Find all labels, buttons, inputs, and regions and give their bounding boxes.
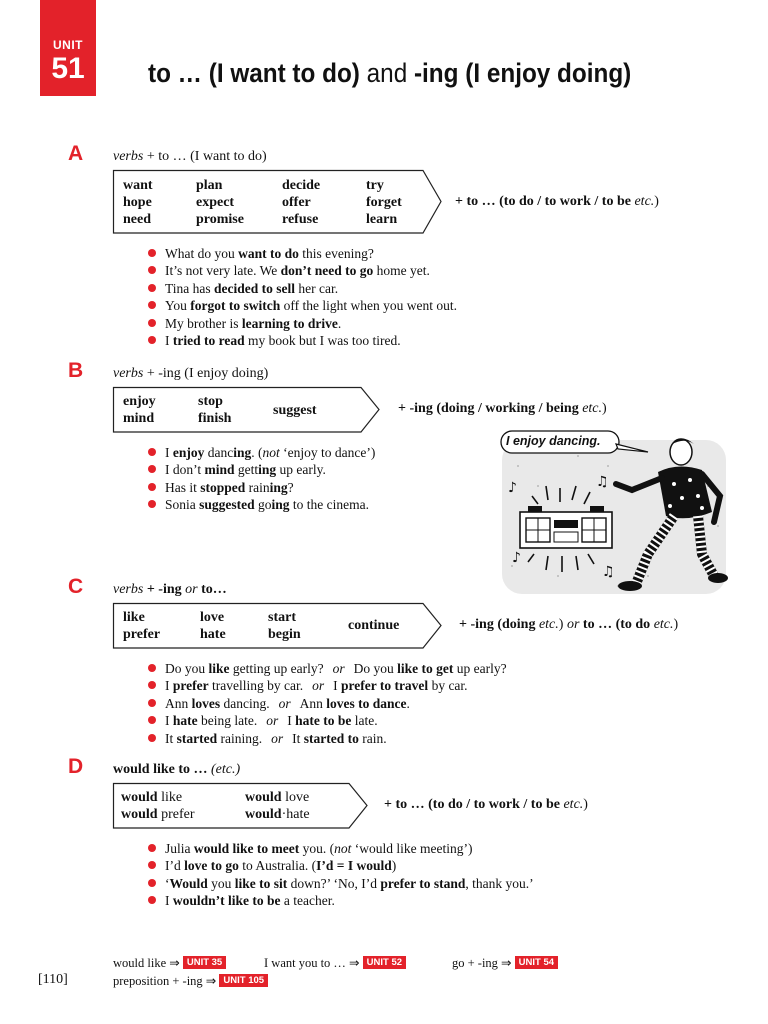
section-d-row2b: would·hate [245,807,310,822]
unit-35-badge[interactable]: UNIT 35 [183,956,226,969]
bullet-icon [148,448,156,456]
section-a-examples [148,245,457,349]
example-item: I hate being late. or I hate to be late. [148,712,507,729]
verb-hope: hope [123,195,152,210]
section-d-heading [113,762,240,778]
section-b-examples [148,444,375,514]
example-item: Ann loves dancing. or Ann loves to dance. [148,695,507,712]
footer-ref-unit-105[interactable]: preposition + -ing ⇒ UNIT 105 [113,973,268,989]
section-c-examples [148,660,507,747]
verb-like: like [123,610,145,625]
section-c-heading-italic: verbs [113,582,144,597]
section-b-rhs [398,401,607,417]
section-letter-c: C [68,575,84,598]
svg-text:♫: ♫ [596,474,609,490]
section-b-heading [113,366,268,382]
section-a-heading-rest: + to … (I want to do) [143,149,267,164]
unit-label: UNIT [53,38,83,52]
verb-decide: decide [282,178,321,193]
bullet-icon [148,465,156,473]
section-a-heading-italic: verbs [113,149,144,164]
example-item: I wouldn’t like to be a teacher. [148,892,534,909]
footer-ref-unit-52[interactable]: I want you to … ⇒ UNIT 52 [264,955,406,971]
example-item: Julia would like to meet you. (not ‘would like meeting’) [148,840,534,857]
verb-love: love [200,610,225,625]
section-c-col2 [200,609,226,643]
bullet-icon [148,500,156,508]
example-item: Sonia suggested going to the cinema. [148,496,375,513]
section-b-rhs-close: ) [602,401,607,416]
section-a-col1 [123,177,153,228]
bullet-icon [148,681,156,689]
section-b-heading-italic: verbs [113,366,144,381]
section-d-row1b: would love [245,790,310,805]
verb-expect: expect [196,195,235,210]
bullet-icon [148,249,156,257]
example-item: Do you like getting up early? or Do you like to get up early? [148,660,507,677]
verb-start: start [268,610,296,625]
bullet-icon [148,336,156,344]
bullet-icon [148,301,156,309]
section-a-rhs-etc: etc. [634,194,655,209]
section-a-rhs-rest: (to do / to work / to be [495,194,635,209]
section-d-examples [148,840,534,910]
unit-52-badge[interactable]: UNIT 52 [363,956,406,969]
bullet-icon [148,844,156,852]
section-d-row1: would like [121,790,183,805]
verb-begin: begin [268,627,301,642]
bullet-icon [148,896,156,904]
example-item: My brother is learning to drive. [148,315,457,332]
bullet-icon [148,319,156,327]
bullet-icon [148,284,156,292]
section-a-col2 [196,177,244,228]
section-b-rhs-bold: + -ing [398,401,433,416]
section-b-col2 [198,393,231,427]
example-item: What do you want to do this evening? [148,245,457,262]
title-part3: -ing (I enjoy doing) [413,58,632,88]
section-a-rhs-bold: + to … [455,194,496,209]
verb-suggest: suggest [273,403,317,418]
section-b-col3 [273,402,317,419]
section-d-row2: would prefer [121,807,195,822]
speech-bubble-text: I enjoy dancing. [506,434,601,448]
example-item: You forgot to switch off the light when you went out. [148,297,457,314]
svg-text:♪: ♪ [512,550,521,566]
verb-hate: hate [200,627,226,642]
verb-plan: plan [196,178,223,193]
verb-refuse: refuse [282,212,319,227]
example-item: I tried to read my book but I was too tired. [148,332,457,349]
section-c-heading-rest: + -ing [143,582,186,597]
section-a-heading [113,149,267,165]
section-a-col4 [366,177,402,228]
section-d-heading-italic: (etc.) [211,762,241,777]
bullet-icon [148,716,156,724]
section-d-rhs: + to … (to do / to work / to be etc.) [384,797,588,812]
section-c-heading-tail: to… [197,582,227,597]
section-letter-b: B [68,359,84,382]
verb-continue: continue [348,618,400,633]
section-c-heading-or: or [185,582,198,597]
section-c-col4 [348,617,399,634]
title-part2: and [359,58,414,88]
bullet-icon [148,483,156,491]
section-b-rhs-rest: (doing / working / being [432,401,583,416]
section-letter-a: A [68,142,84,165]
example-item: ‘Would you like to sit down?’ ‘No, I’d prefer to stand, thank you.’ [148,875,534,892]
example-item: Has it stopped raining? [148,479,375,496]
verb-prefer: prefer [123,627,161,642]
title-part1: to … (I want to do) [148,58,360,88]
svg-text:♪: ♪ [508,480,517,496]
verb-want: want [123,178,153,193]
unit-54-badge[interactable]: UNIT 54 [515,956,558,969]
section-b-rhs-etc: etc. [582,401,603,416]
verb-need: need [123,212,151,227]
section-a-rhs [455,194,659,210]
bullet-icon [148,879,156,887]
unit-number: 51 [51,52,85,85]
example-item: It’s not very late. We don’t need to go home yet. [148,262,457,279]
svg-text:♫: ♫ [602,564,615,580]
unit-105-badge[interactable]: UNIT 105 [219,974,268,987]
section-c-col3 [268,609,301,643]
example-item: Tina has decided to sell her car. [148,280,457,297]
section-b-col1 [123,393,156,427]
bullet-icon [148,734,156,742]
section-b-heading-rest: + -ing (I enjoy doing) [143,366,269,381]
footer-ref-unit-35[interactable]: would like ⇒ UNIT 35 [113,955,226,971]
bullet-icon [148,664,156,672]
bullet-icon [148,861,156,869]
verb-mind: mind [123,411,155,426]
dancing-illustration [498,426,730,596]
bullet-icon [148,266,156,274]
verb-stop: stop [198,394,223,409]
section-letter-d: D [68,755,84,778]
bullet-icon [148,699,156,707]
section-c-col1 [123,609,160,643]
example-item: I enjoy dancing. (not ‘enjoy to dance’) [148,444,375,461]
section-a-rhs-close: ) [654,194,659,209]
section-a-col3 [282,177,320,228]
unit-badge [40,0,96,96]
verb-offer: offer [282,195,311,210]
page-title [148,58,631,89]
example-item: I prefer travelling by car. or I prefer to travel by car. [148,677,507,694]
section-d-heading-bold: would like to … [113,762,212,777]
verb-try: try [366,178,384,193]
section-c-rhs: + -ing (doing etc.) or to … (to do etc.) [459,617,679,632]
verb-promise: promise [196,212,244,227]
footer-ref-unit-54[interactable]: go + -ing ⇒ UNIT 54 [452,955,558,971]
page-number: [110] [38,972,68,987]
verb-finish: finish [198,411,232,426]
example-item: It started raining. or It started to rain. [148,730,507,747]
section-c-heading [113,582,227,598]
verb-enjoy: enjoy [123,394,156,409]
example-item: I don’t mind getting up early. [148,461,375,478]
example-item: I’d love to go to Australia. (I’d = I would) [148,857,534,874]
verb-learn: learn [366,212,398,227]
verb-forget: forget [366,195,402,210]
